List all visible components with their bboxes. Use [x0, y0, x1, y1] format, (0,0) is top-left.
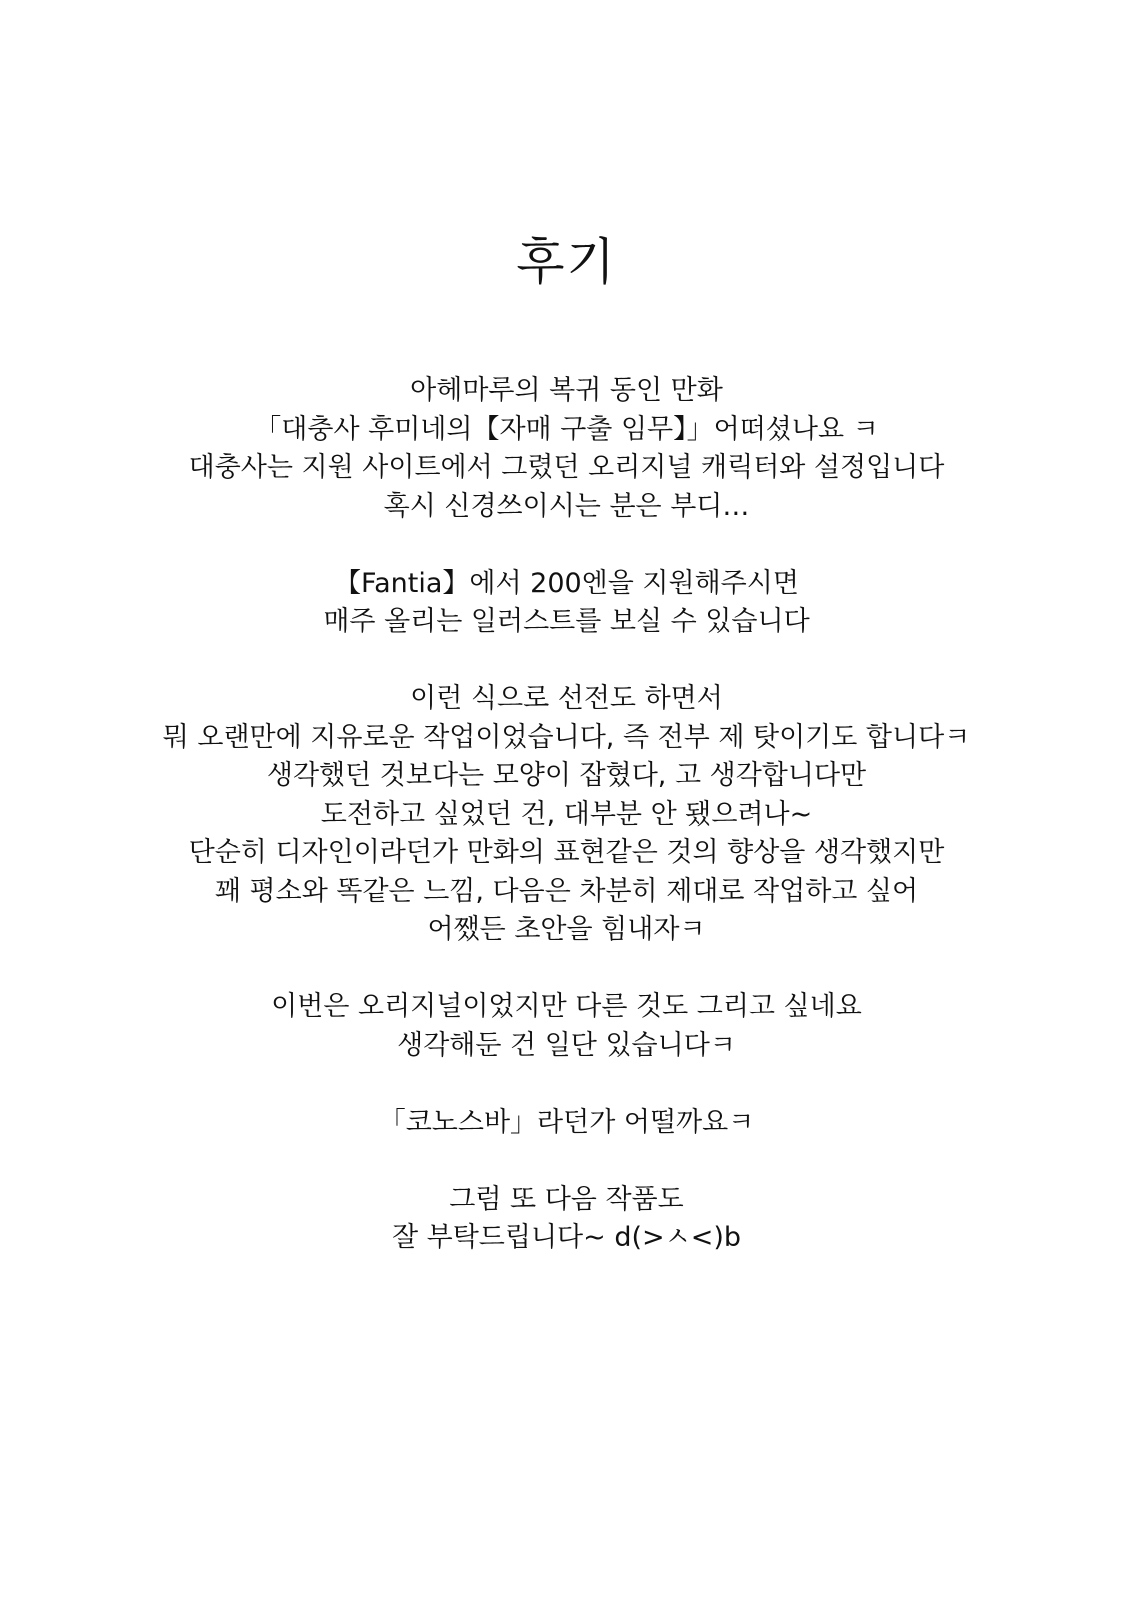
- paragraph-reflection: [20, 680, 1113, 950]
- paragraph-konosuba: [20, 1104, 1113, 1143]
- page-title: 후기: [516, 233, 617, 291]
- text-line: 잘 부탁드립니다~ d(>ㅅ<)b: [391, 1222, 742, 1253]
- text-line: 이런 식으로 선전도 하면서: [410, 683, 723, 714]
- text-line: 「코노스바」라던가 어떨까요ㅋ: [378, 1106, 755, 1138]
- text-line: 도전하고 싶었던 건, 대부분 안 됐으려나~: [320, 798, 813, 830]
- text-line: 매주 올리는 일러스트를 보실 수 있습니다: [323, 606, 810, 637]
- text-line: 뭐 오랜만에 지유로운 작업이었습니다, 즉 전부 제 탓이기도 합니다ㅋ: [162, 721, 971, 753]
- text-line: 「대충사 후미네의【자매 구출 임무】」어떠셨나요 ㅋ: [254, 413, 879, 445]
- afterword-body: [20, 372, 1113, 1258]
- text-line: 단순히 디자인이라던가 만화의 표현같은 것의 향상을 생각했지만: [188, 837, 945, 868]
- text-line: 어쨌든 초안을 힘내자ㅋ: [427, 914, 706, 945]
- text-line: 생각해둔 건 일단 있습니다ㅋ: [397, 1029, 736, 1061]
- text-line: 혹시 신경쓰이시는 분은 부디…: [383, 490, 750, 522]
- text-line: 생각했던 것보다는 모양이 잡혔다, 고 생각합니다만: [266, 760, 867, 791]
- paragraph-intro: [20, 372, 1113, 526]
- paragraph-closing: [20, 1181, 1113, 1258]
- paragraph-fantia: [20, 565, 1113, 642]
- text-line: 아헤마루의 복귀 동인 만화: [410, 375, 723, 406]
- text-line: 꽤 평소와 똑같은 느낌, 다음은 차분히 제대로 작업하고 싶어: [214, 875, 919, 907]
- text-line: 그럼 또 다음 작품도: [449, 1183, 684, 1215]
- text-line: 이번은 오리지널이었지만 다른 것도 그리고 싶네요: [271, 991, 862, 1022]
- paragraph-next-plans: [20, 988, 1113, 1065]
- text-line: 대충사는 지원 사이트에서 그렸던 오리지널 캐릭터와 설정입니다: [188, 452, 945, 483]
- text-line: 【Fantia】에서 200엔을 지원해주시면: [334, 567, 799, 599]
